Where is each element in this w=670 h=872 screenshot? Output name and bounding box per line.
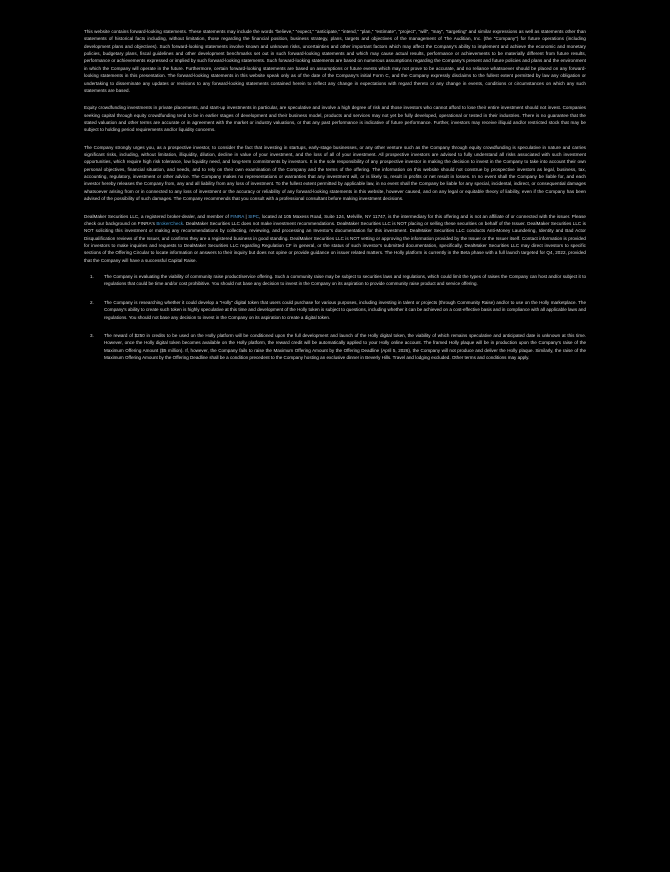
paragraph-dealmaker-securities-disclosure — [84, 213, 586, 265]
brokercheck-link[interactable]: BrokerCheck — [156, 220, 184, 226]
paragraph-company-strongly-urges: The Company strongly urges you, as a prospective investor, to consider the fact that investing in startups, early-stage businesses, or any other venture such as the Company through equity crowdfunding is speculative in nature and carries significant risks, including, without limitation, illiquidity, dilution, decline in value of your investment, and the loss of all of your investment. All prospective investors are advised to fully understand all risks associated with such investment opportunities, which require high risk tolerance, low liquidity need, and long-term commitments by investors. It is the sole responsibility of any prospective investor in making the decision to invest in the Company to take into account their own personal objectives, financial situation, and needs, and to rely on their own examination of the Company and the terms of the offering. The information on this website should not construe by prospective investors as legal, business, tax, accounting, regulatory, investment or other advice. The Company makes no representations or warranties that any investment will, or is likely to, result in profits or net result in losses. In no event shall the Company be liable for, and each investor hereby releases the Company from, any and all liability from any loss of investment. To the fullest extent permitted by applicable law, in no event shall the Company be liable for any special, incidental, indirect, or consequential damages whatsoever arising from or in connected to any loss of investment or the accuracy or reliability of any forward-looking statements in this website, however caused, and on any legal or equitable theory of liability, even if the Company has been advised of the possibility of such damages. The Company recommends that you consult with a professional consultant before making investment decisions. — [84, 144, 586, 202]
finra-link[interactable]: FINRA — [230, 213, 245, 219]
dealmaker-text-before-finra: DealMaker Securities LLC, a registered broker-dealer, and member of — [84, 213, 231, 219]
document-content — [84, 28, 586, 361]
list-item: The Company is researching whether it could develop a "Holly" digital token that users could purchase for various purposes, including investing in talent or projects (through Community Raise) and/or to use on the Holly marketplace. The Company's ability to create such token is highly speculative at this time and development of the Holly token is subject to questions, including whether it can be achieved on a cost-effective basis and in compliance with all applicable laws and regulations. You should not base any decision to invest in the Company on its aspiration to create a digital token. — [104, 299, 586, 320]
numbered-disclosure-list — [84, 273, 586, 361]
paragraph-equity-crowdfunding-risk: Equity crowdfunding investments in private placements, and start-up investments in particular, are speculative and involve a high degree of risk and those investors who cannot afford to lose their entire investment should not invest. Companies seeking capital through equity crowdfunding tend to be in earlier stages of development and their business model, products and services may not yet be fully developed, operational or tested in their industries. There is no guarantee that the stated valuation and other terms are accurate or in agreement with the market or industry valuations, or that any past performance is indicative of future performance. Further, investors may receive illiquid and/or restricted stock that may be subject to holding period requirements and/or liquidity concerns. — [84, 105, 586, 133]
list-item: The Company is evaluating the viability of community raise product/service offering. Such a community raise may be subject to securities laws and regulations, which could limit the types of raises the Company can host and/or subject it to regulations that could be time and/or cost prohibitive. You should not base any decision to invest in the Company on its aspiration to provide community raise product and service offering. — [104, 274, 586, 287]
dealmaker-text-after: . DealMaker Securities LLC does not make investment recommendations. DealMaker Securities LLC is NOT placing or selling these securities on behalf of the Issuer. DealMaker Securities LLC is NOT soliciting this investment or making any recommendations by collecting, reviewing, and processing an Investor's documentation for this investment. DealMaker Securities LLC conducts Anti-Money Laundering, Identity and Bad Actor Disqualification reviews of the Issuer, and confirms they are a registered business in good standing. DealMaker Securities LLC is NOT vetting or approving the information provided by the Issuer or the Issuer itself. Contact information is provided for investors to make inquiries and requests to DealMaker Securities LLC regarding Regulation CF in general, or the status of such investor's submitted documentation, specifically, DealMaker Securities LLC may direct investors to specific sections of the Offering Circular to locate information or answers to their inquiry but does not opine or provide guidance on issuer related matters. The Holly platform is currently in the Beta phase with a full launch targeted for Q4, 2022, provided that the Company will have a successful Capital Raise. — [84, 220, 587, 263]
dealmaker-text-between-2: , located at 105 Maxess Road, Suite 124, Melville, NY 11747, is the intermediary for this offering and is not an affiliate of or connected with the issuer. Please check our background on FINRA's — [84, 213, 586, 226]
page-bottom-blank-area — [0, 520, 670, 872]
sipc-link[interactable]: SIPC — [248, 213, 260, 219]
list-item: The reward of $250 in credits to be used on the Holly platform will be conditioned upon the full development and launch of the Holly digital token, the viability of which remains speculative and anticipated date is unknown at this time. However, once the Holly digital token becomes available on the Holly platform, the reward credit will be automatically applied to your Holly online account. The framed Holly plaque will be in production upon the Company's raise of the Maximum Offering Amount ($5 million). If, however, the Company fails to raise the Maximum Offering Amount by the Offering Deadline (April 5, 2026), the Company will not produce and deliver the Holly plaque. Similarly, the raise of the Maximum Offering Amount by the Offering Deadline shall be a condition precedent to the Company hosting an exclusive dinner in Beverly Hills. Travel and lodging excluded. Other terms and conditions may apply. — [104, 332, 586, 360]
dealmaker-separator-1: | — [244, 213, 249, 219]
paragraph-forward-looking-statements: This website contains forward-looking statements. These statements may include the words "believe," "expect," "anticipate," "intend," "plan," "estimate", "project", "will", "may", "targeting" and similar expressions as well as statements other than statements of historical facts including, without limitation, those regarding the financial position, business strategy, plans, targets and objectives of the management of The Auditian, Inc. (the "Company") for future operations (including development plans and objectives). Such forward-looking statements involve known and unknown risks, uncertainties and other important factors which may affect the Company's ability to implement and achieve the economic and monetary policies, budgetary plans, fiscal guidelines and other development benchmarks set out in such forward-looking statements and which may cause actual results, performance or achievements to be materially different from future results, performance or achievements expressed or implied by such forward-looking statements. Such forward-looking statements are based on numerous assumptions regarding the Company's present and future policies and plans and the environment in which the Company will operate in the future. Furthermore, certain forward-looking statements are based on assumptions or future events which may not prove to be accurate, and no reliance whatsoever should be placed on any forward-looking statements in this presentation. The forward-looking statements in this website speak only as of the date of the Company's initial Form C, and the Company expressly disclaims to the fullest extent permitted by law any obligation or undertaking to disseminate any updates or revisions to any forward-looking statements contained herein to reflect any change in expectations with regard thereto or any change in events, conditions or circumstances on which any such statements are based. — [84, 29, 586, 93]
